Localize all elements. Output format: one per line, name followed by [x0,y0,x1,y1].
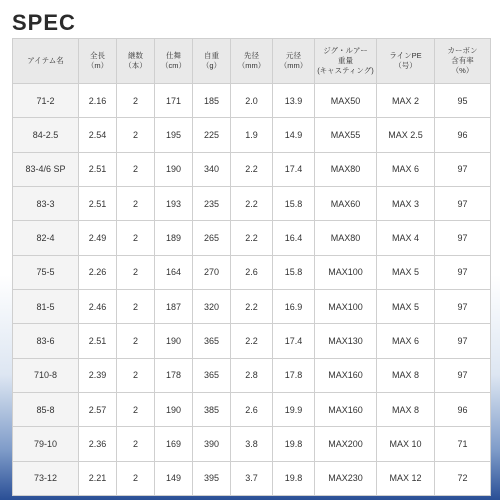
column-header [377,39,435,84]
table-cell: MAX 4 [377,221,435,255]
table-row [13,358,491,392]
column-header-line: （mm） [237,61,266,70]
column-header [273,39,315,84]
column-header-line: （号） [394,61,417,70]
table-cell: 2.26 [79,255,117,289]
table-cell: 17.4 [273,324,315,358]
item-name-cell: 75-5 [13,255,79,289]
table-cell: MAX 8 [377,358,435,392]
table-cell: MAX 2.5 [377,118,435,152]
table-cell: 189 [155,221,193,255]
table-cell: 16.9 [273,289,315,323]
table-cell: 97 [435,186,491,220]
table-cell: MAX230 [315,461,377,495]
column-header-line: （本） [124,61,147,70]
column-header [13,39,79,84]
table-cell: 19.9 [273,392,315,426]
table-cell: MAX 2 [377,84,435,118]
column-header-line: （%） [451,66,474,76]
table-cell: MAX 5 [377,255,435,289]
item-name-cell: 71-2 [13,84,79,118]
table-cell: 2.6 [231,392,273,426]
table-cell: 2.51 [79,324,117,358]
table-cell: MAX160 [315,358,377,392]
table-cell: 2.2 [231,152,273,186]
table-row [13,461,491,495]
item-name-cell: 83-4/6 SP [13,152,79,186]
table-cell: 16.4 [273,221,315,255]
table-cell: MAX 6 [377,324,435,358]
table-cell: 2.36 [79,427,117,461]
table-cell: 225 [193,118,231,152]
table-cell: 190 [155,152,193,186]
table-cell: MAX130 [315,324,377,358]
table-cell: 19.8 [273,461,315,495]
table-cell: 2.2 [231,221,273,255]
table-cell: 97 [435,221,491,255]
table-cell: 1.9 [231,118,273,152]
item-name-cell: 83-3 [13,186,79,220]
spec-table-body [13,84,491,496]
table-row [13,255,491,289]
page-title: SPEC [12,10,76,35]
table-cell: 72 [435,461,491,495]
column-header [79,39,117,84]
item-name-cell: 710-8 [13,358,79,392]
spec-table-container [12,38,490,496]
table-cell: 365 [193,324,231,358]
table-cell: 365 [193,358,231,392]
table-cell: 187 [155,289,193,323]
table-cell: 390 [193,427,231,461]
table-cell: MAX 8 [377,392,435,426]
column-header-line: 全長 [90,50,105,60]
column-header-line: ジグ・ルアー [323,45,368,55]
column-header-line: アイテム名 [27,55,64,65]
column-header [231,39,273,84]
table-cell: MAX 5 [377,289,435,323]
table-cell: 97 [435,152,491,186]
table-cell: 2 [117,221,155,255]
table-cell: 320 [193,289,231,323]
table-cell: 2 [117,152,155,186]
header-row [13,39,491,84]
table-cell: 19.8 [273,427,315,461]
table-cell: MAX 10 [377,427,435,461]
table-cell: 2.21 [79,461,117,495]
table-cell: 17.8 [273,358,315,392]
table-cell: 149 [155,461,193,495]
table-cell: 2.2 [231,289,273,323]
column-header-line: （mm） [279,61,308,70]
table-cell: 178 [155,358,193,392]
table-cell: 169 [155,427,193,461]
table-cell: 2 [117,324,155,358]
column-header [435,39,491,84]
table-cell: 395 [193,461,231,495]
table-cell: 171 [155,84,193,118]
column-header [117,39,155,84]
table-cell: 2.16 [79,84,117,118]
item-name-cell: 73-12 [13,461,79,495]
item-name-cell: 81-5 [13,289,79,323]
table-cell: 2 [117,186,155,220]
table-cell: 2.51 [79,186,117,220]
table-cell: 2.54 [79,118,117,152]
table-cell: 2.2 [231,186,273,220]
table-row [13,186,491,220]
column-header-line: 継数 [128,50,143,60]
table-row [13,289,491,323]
table-cell: 2.49 [79,221,117,255]
table-cell: 97 [435,255,491,289]
table-cell: 17.4 [273,152,315,186]
column-header-line: （g） [201,61,222,70]
item-name-cell: 82-4 [13,221,79,255]
table-cell: 2 [117,118,155,152]
spec-table [12,38,491,496]
table-cell: 340 [193,152,231,186]
table-cell: 385 [193,392,231,426]
table-cell: MAX200 [315,427,377,461]
column-header-line: 含有率 [451,55,474,65]
table-cell: 2.2 [231,324,273,358]
table-cell: 97 [435,358,491,392]
table-row [13,221,491,255]
table-cell: 97 [435,324,491,358]
table-cell: 2.46 [79,289,117,323]
column-header-line: ラインPE [389,50,422,60]
item-name-cell: 79-10 [13,427,79,461]
column-header-line: （cm） [161,61,186,70]
table-row [13,392,491,426]
column-header [193,39,231,84]
table-cell: 2 [117,255,155,289]
table-cell: 190 [155,324,193,358]
table-cell: 2 [117,289,155,323]
table-cell: MAX55 [315,118,377,152]
column-header-line: (キャスティング) [317,66,374,76]
column-header [315,39,377,84]
table-cell: 96 [435,392,491,426]
table-cell: MAX50 [315,84,377,118]
column-header [155,39,193,84]
table-cell: 195 [155,118,193,152]
column-header-line: 重量 [338,55,353,65]
table-cell: MAX60 [315,186,377,220]
table-cell: 2 [117,84,155,118]
table-cell: 2.6 [231,255,273,289]
table-cell: 15.8 [273,186,315,220]
table-cell: 193 [155,186,193,220]
table-cell: 14.9 [273,118,315,152]
table-cell: MAX80 [315,152,377,186]
table-cell: MAX 3 [377,186,435,220]
table-cell: 2.8 [231,358,273,392]
table-cell: 270 [193,255,231,289]
item-name-cell: 85-8 [13,392,79,426]
table-cell: 2.51 [79,152,117,186]
table-row [13,427,491,461]
table-cell: 265 [193,221,231,255]
table-cell: 2 [117,358,155,392]
table-cell: MAX 12 [377,461,435,495]
table-cell: 13.9 [273,84,315,118]
column-header-line: 先径 [244,50,259,60]
item-name-cell: 83-6 [13,324,79,358]
table-cell: 2 [117,461,155,495]
table-row [13,152,491,186]
column-header-line: （m） [86,61,109,70]
column-header-line: 仕舞 [166,50,181,60]
table-cell: 190 [155,392,193,426]
table-cell: 185 [193,84,231,118]
table-row [13,118,491,152]
table-cell: 2.57 [79,392,117,426]
table-cell: 3.8 [231,427,273,461]
table-cell: 15.8 [273,255,315,289]
table-cell: 96 [435,118,491,152]
column-header-line: カーボン [447,45,478,55]
table-cell: 2 [117,392,155,426]
table-cell: 71 [435,427,491,461]
table-cell: 2 [117,427,155,461]
table-cell: 97 [435,289,491,323]
table-cell: 95 [435,84,491,118]
table-cell: 3.7 [231,461,273,495]
table-cell: MAX160 [315,392,377,426]
table-row [13,84,491,118]
item-name-cell: 84-2.5 [13,118,79,152]
spec-table-header [13,39,491,84]
table-row [13,324,491,358]
table-cell: 2.39 [79,358,117,392]
table-cell: MAX 6 [377,152,435,186]
column-header-line: 元径 [286,50,301,60]
table-cell: 235 [193,186,231,220]
table-cell: 2.0 [231,84,273,118]
table-cell: 164 [155,255,193,289]
table-cell: MAX100 [315,289,377,323]
table-cell: MAX100 [315,255,377,289]
column-header-line: 自重 [204,50,219,60]
table-cell: MAX80 [315,221,377,255]
